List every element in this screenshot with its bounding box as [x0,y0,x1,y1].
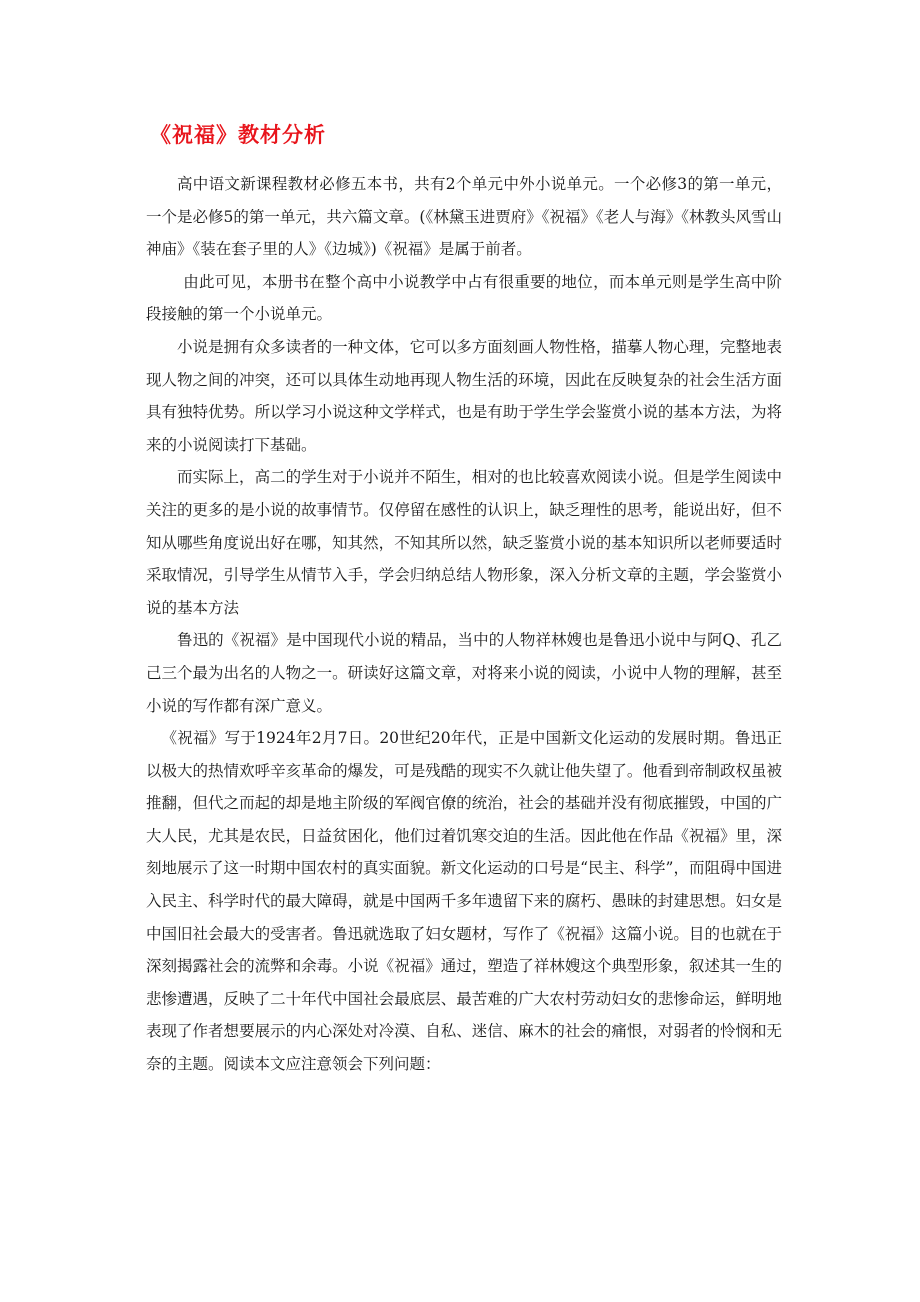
paragraph-unit-importance: 由此可见，本册书在整个高中小说教学中占有很重要的地位，而本单元则是学生高中阶段接触的第一个小说单元。 [146,272,782,324]
document-title: 《祝福》教材分析 [150,123,326,147]
paragraph-textbook-overview: 高中语文新课程教材必修五本书，共有2个单元中外小说单元。一个必修3的第一单元，一个是必修5的第一单元，共六篇文章。(《林黛玉进贾府》《祝福》《老人与海》《林教头风雪山神庙》《装在套子里的人》《边城》)《祝福》是属于前者。 [146,175,782,259]
document-body [146,168,782,1081]
paragraph-lu-xun-work: 鲁迅的《祝福》是中国现代小说的精品，当中的人物祥林嫂也是鲁迅小说中与阿Q、孔乙己三个最为出名的人物之一。研读好这篇文章，对将来小说的阅读，小说中人物的理解，甚至小说的写作都有深广意义。 [146,631,782,715]
paragraph-historical-background: 《祝福》写于1924年2月7日。20世纪20年代，正是中国新文化运动的发展时期。鲁迅正以极大的热情欢呼辛亥革命的爆发，可是残酷的现实不久就让他失望了。他看到帝制政权虽被推翻，但代之而起的却是地主阶级的军阀官僚的统治，社会的基础并没有彻底摧毁，中国的广大人民，尤其是农民，日益贫困化，他们过着饥寒交迫的生活。因此他在作品《祝福》里，深刻地展示了这一时期中国农村的真实面貌。新文化运动的口号是“民主、科学”，而阻碍中国进入民主、科学时代的最大障碍，就是中国两千多年遗留下来的腐朽、愚昧的封建思想。妇女是中国旧社会最大的受害者。鲁迅就选取了妇女题材，写作了《祝福》这篇小说。目的也就在于深刻揭露社会的流弊和余毒。小说《祝福》通过，塑造了祥林嫂这个典型形象，叙述其一生的悲惨遭遇，反映了二十年代中国社会最底层、最苦难的广大农村劳动妇女的悲惨命运，鲜明地表现了作者想要展示的内心深处对冷漠、自私、迷信、麻木的社会的痛恨，对弱者的怜悯和无奈的主题。阅读本文应注意领会下列问题： [146,729,782,1074]
paragraph-novel-genre: 小说是拥有众多读者的一种文体，它可以多方面刻画人物性格，描摹人物心理，完整地表现人物之间的冲突，还可以具体生动地再现人物生活的环境，因此在反映复杂的社会生活方面具有独特优势。所以学习小说这种文学样式，也是有助于学生学会鉴赏小说的基本方法，为将来的小说阅读打下基础。 [146,337,782,454]
paragraph-student-situation: 而实际上，高二的学生对于小说并不陌生，相对的也比较喜欢阅读小说。但是学生阅读中关注的更多的是小说的故事情节。仅停留在感性的认识上，缺乏理性的思考，能说出好，但不知从哪些角度说出好在哪，知其然，不知其所以然，缺乏鉴赏小说的基本知识所以老师要适时采取情况，引导学生从情节入手，学会归纳总结人物形象，深入分析文章的主题，学会鉴赏小说的基本方法 [146,468,782,617]
